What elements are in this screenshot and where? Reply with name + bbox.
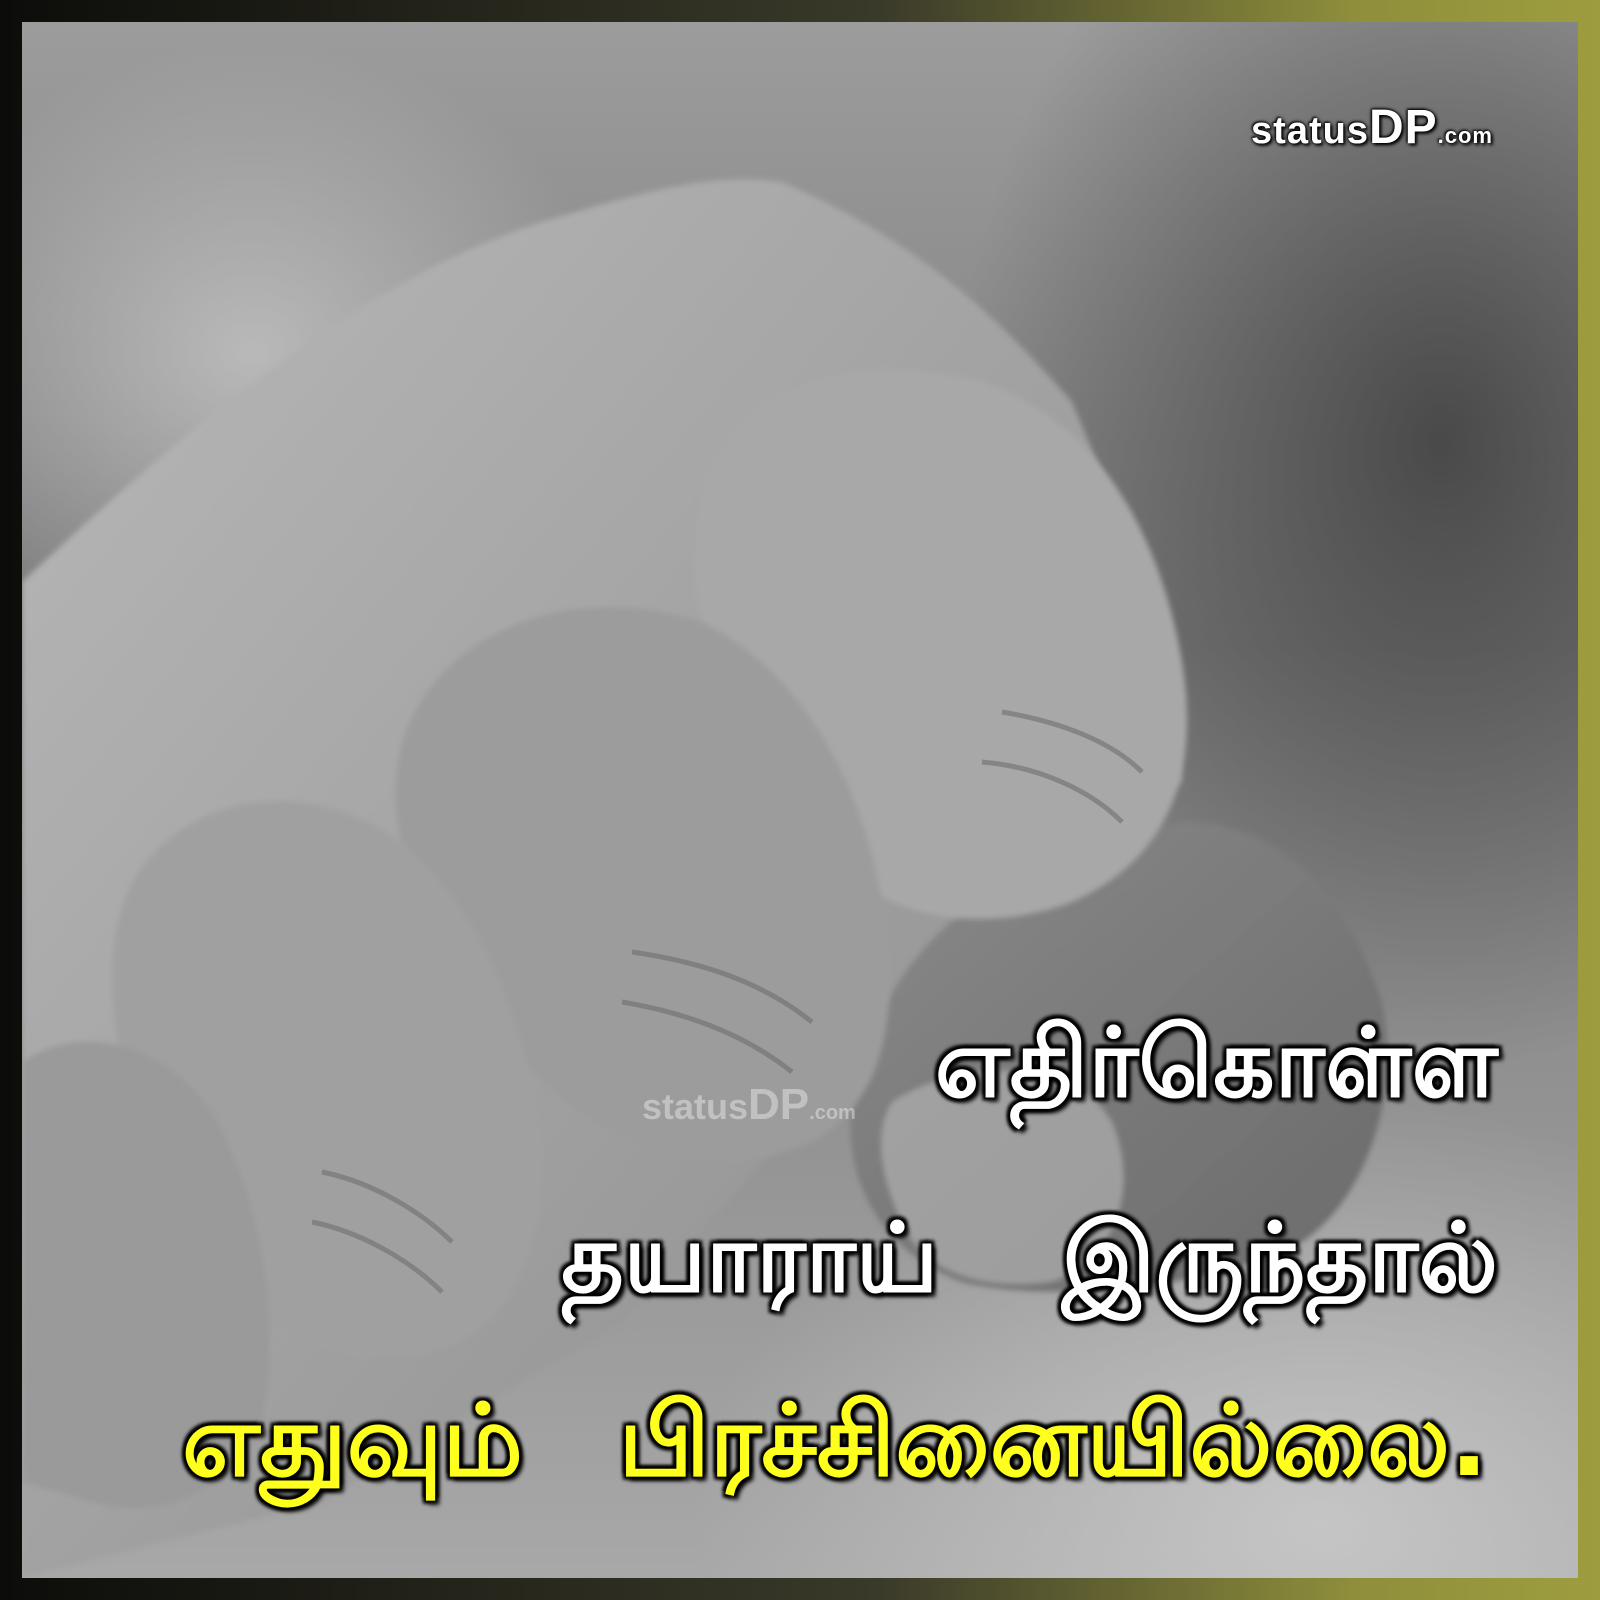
quote-line-3-word-1: எதுவும் [182,1382,523,1499]
fist-photo [22,22,1578,1578]
watermark-center-status: status [642,1086,749,1127]
watermark-top-com: .com [1437,123,1493,148]
quote-line-3 [182,1382,1488,1513]
fist-illustration [22,22,1578,1578]
watermark-top-status: status [1251,110,1369,152]
watermark-center-dp: DP [748,1080,810,1129]
watermark-center [642,1080,856,1130]
watermark-center-com: .com [809,1102,856,1124]
watermark-top [1251,100,1493,155]
quote-line-2: தயாராய் இருந்தால் [561,1202,1498,1314]
watermark-top-dp: DP [1368,101,1438,154]
quote-line-1: எதிர்கொள்ள [934,1007,1498,1119]
quote-line-3-word-2: பிரச்சினையில்லை. [618,1382,1488,1499]
